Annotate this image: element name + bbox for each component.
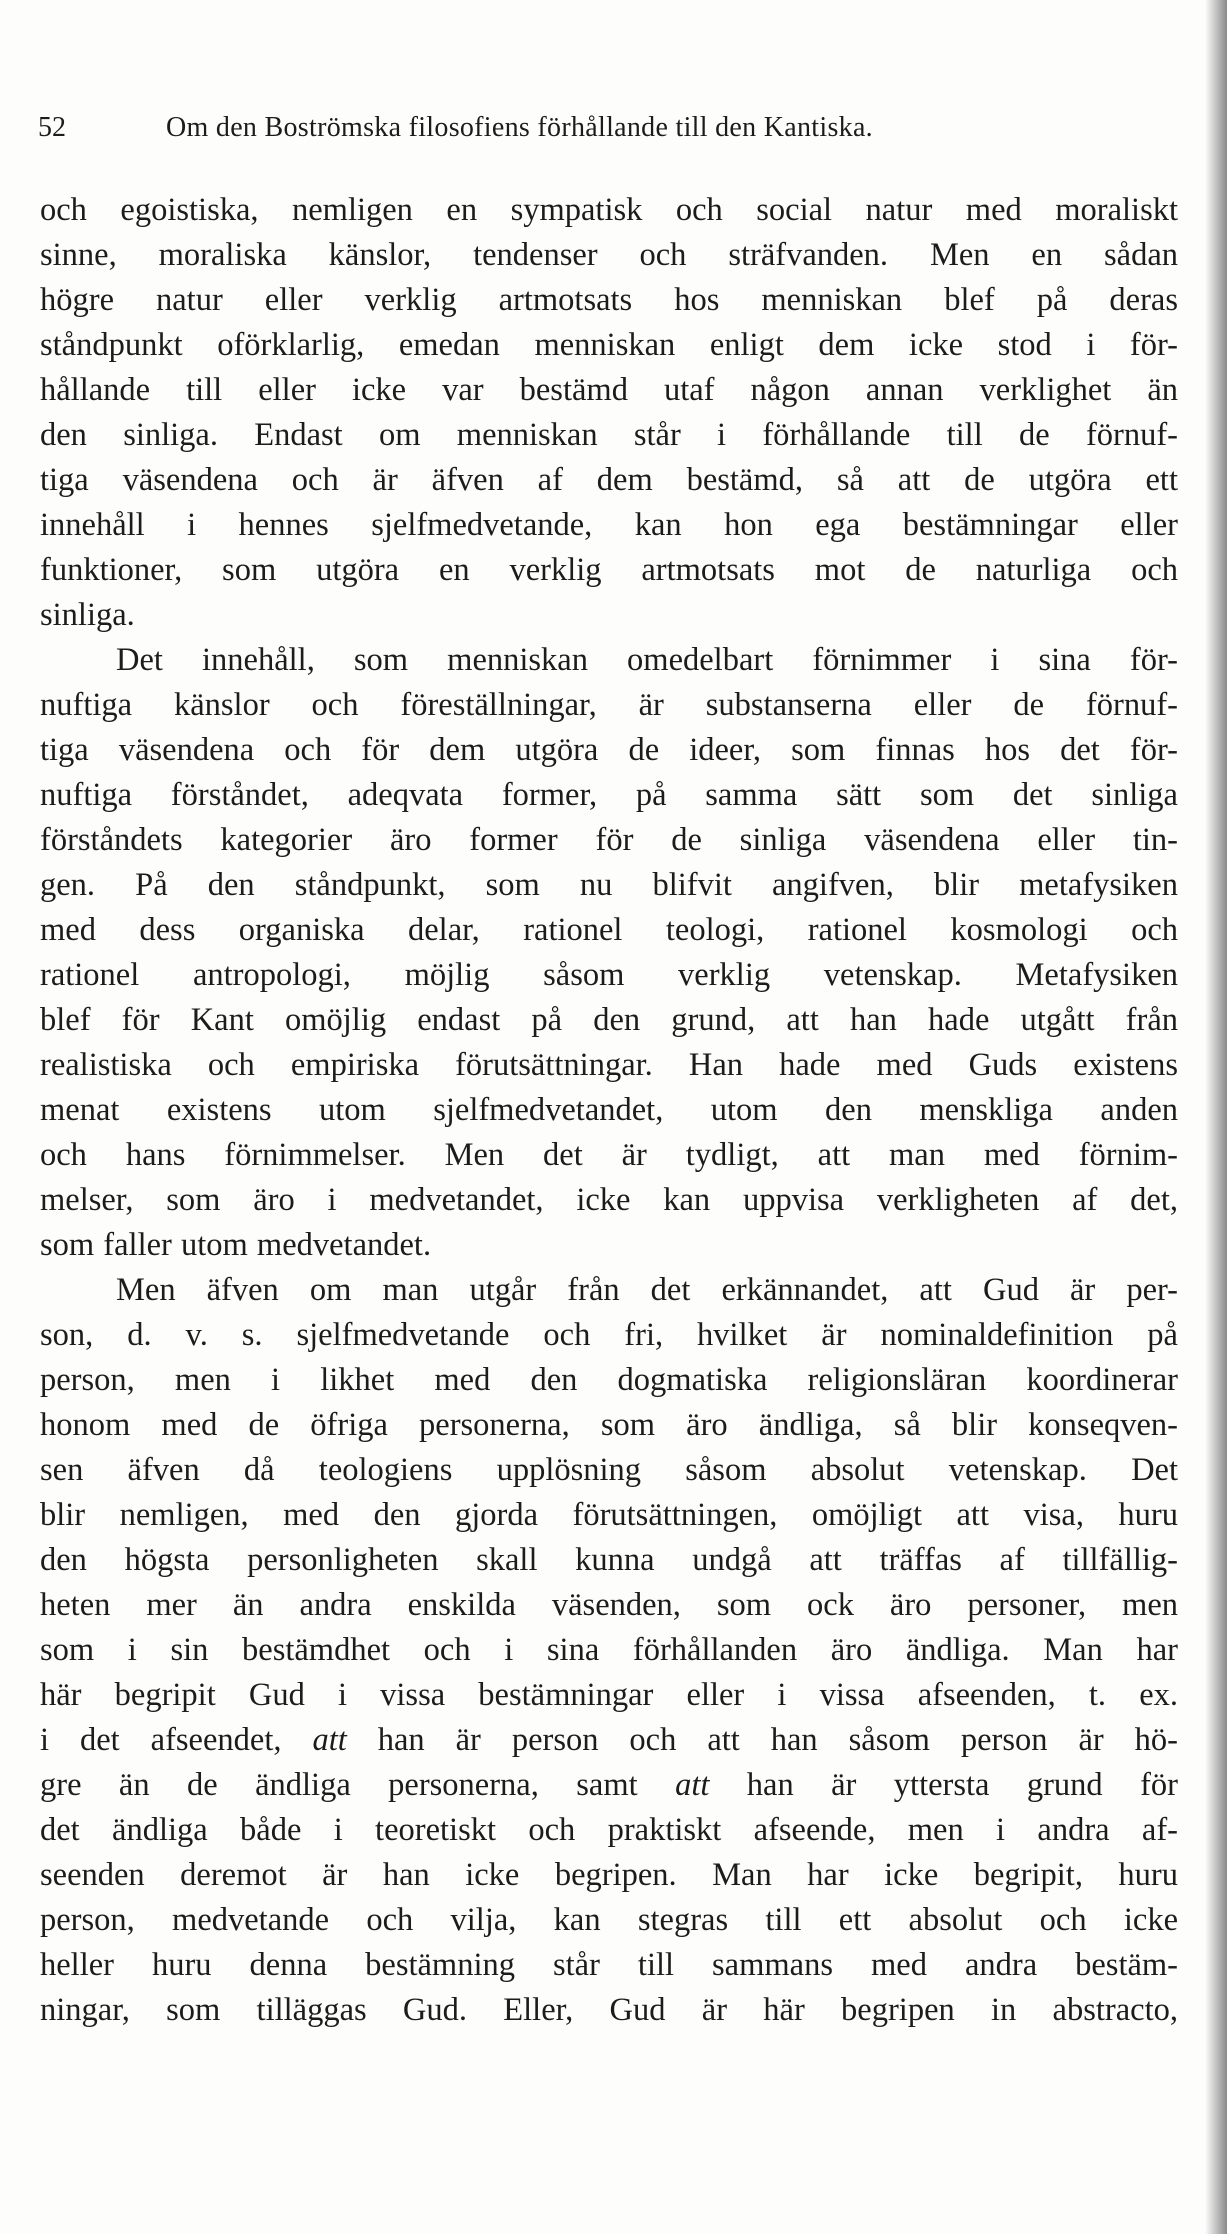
text-line: den sinliga. Endast om menniskan står i förhållande till de förnuf- [40, 417, 1178, 453]
text-line: rationel antropologi, möjlig såsom verklig vetenskap. Metafysiken [40, 957, 1178, 993]
text-line: nuftiga förståndet, adeqvata former, på samma sätt som det sinliga [40, 777, 1178, 813]
text-line: och hans förnimmelser. Men det är tydligt, att man med förnim- [40, 1137, 1178, 1173]
page-edge-shadow [1205, 0, 1227, 2234]
text-line: innehåll i hennes sjelfmedvetande, kan hon ega bestämningar eller [40, 507, 1178, 543]
text-line: honom med de öfriga personerna, som äro ändliga, så blir konseqven- [40, 1407, 1178, 1443]
text-line-with-italic [40, 1763, 1178, 1808]
paragraph-start-line: Men äfven om man utgår från det erkännandet, att Gud är per- [116, 1272, 1178, 1308]
text-line: nuftiga känslor och föreställningar, är substanserna eller de förnuf- [40, 687, 1178, 723]
text-line: ningar, som tilläggas Gud. Eller, Gud är här begripen in abstracto, [40, 1992, 1178, 2028]
paragraph-end-line: som faller utom medvetandet. [40, 1227, 432, 1263]
italic-word: att [312, 1722, 347, 1758]
text-line: som i sin bestämdhet och i sina förhållanden äro ändliga. Man har [40, 1632, 1178, 1668]
line-text-before: gre än de ändliga personerna, samt [40, 1767, 676, 1803]
text-line: och egoistiska, nemligen en sympatisk och social natur med moraliskt [40, 192, 1178, 228]
text-line: hållande till eller icke var bestämd utaf någon annan verklighet än [40, 372, 1178, 408]
text-line: förståndets kategorier äro former för de sinliga väsendena eller tin- [40, 822, 1178, 858]
text-line-with-italic [40, 1718, 1178, 1763]
paragraph-start-line: Det innehåll, som menniskan omedelbart förnimmer i sina för- [116, 642, 1178, 678]
body-text [40, 188, 1178, 2033]
text-line: tiga väsendena och för dem utgöra de ideer, som finnas hos det för- [40, 732, 1178, 768]
line-text-after: han är yttersta grund för [709, 1767, 1178, 1803]
line-text-before: i det afseendet, [40, 1722, 313, 1758]
text-line: menat existens utom sjelfmedvetandet, utom den menskliga anden [40, 1092, 1178, 1128]
line-text-after: han är person och att han såsom person är hö- [346, 1722, 1178, 1758]
text-line: sen äfven då teologiens upplösning såsom absolut vetenskap. Det [40, 1452, 1178, 1488]
text-line: person, men i likhet med den dogmatiska religionsläran koordinerar [40, 1362, 1178, 1398]
page-header [38, 108, 1178, 148]
text-line: sinne, moraliska känslor, tendenser och sträfvanden. Men en sådan [40, 237, 1178, 273]
text-line: realistiska och empiriska förutsättningar. Han hade med Guds existens [40, 1047, 1178, 1083]
text-line: funktioner, som utgöra en verklig artmotsats mot de naturliga och [40, 552, 1178, 588]
text-line: person, medvetande och vilja, kan stegras till ett absolut och icke [40, 1902, 1178, 1938]
text-line: gen. På den ståndpunkt, som nu blifvit angifven, blir metafysiken [40, 867, 1178, 903]
text-line: heten mer än andra enskilda väsenden, som ock äro personer, men [40, 1587, 1178, 1623]
text-line: seenden deremot är han icke begripen. Man har icke begripit, huru [40, 1857, 1178, 1893]
text-line: son, d. v. s. sjelfmedvetande och fri, hvilket är nominaldefinition på [40, 1317, 1178, 1353]
text-line: blef för Kant omöjlig endast på den grund, att han hade utgått från [40, 1002, 1178, 1038]
text-line: heller huru denna bestämning står till sammans med andra bestäm- [40, 1947, 1178, 1983]
running-title: Om den Boströmska filosofiens förhållande till den Kantiska. [166, 112, 873, 143]
text-line: blir nemligen, med den gjorda förutsättningen, omöjligt att visa, huru [40, 1497, 1178, 1533]
text-line: den högsta personligheten skall kunna undgå att träffas af tillfällig- [40, 1542, 1178, 1578]
text-line: med dess organiska delar, rationel teologi, rationel kosmologi och [40, 912, 1178, 948]
text-line: högre natur eller verklig artmotsats hos menniskan blef på deras [40, 282, 1178, 318]
text-line: det ändliga både i teoretiskt och praktiskt afseende, men i andra af- [40, 1812, 1178, 1848]
page-number: 52 [38, 112, 66, 143]
paragraph-end-line: sinliga. [40, 597, 135, 633]
text-line: tiga väsendena och är äfven af dem bestämd, så att de utgöra ett [40, 462, 1178, 498]
italic-word: att [675, 1767, 710, 1803]
text-line: ståndpunkt oförklarlig, emedan menniskan enligt dem icke stod i för- [40, 327, 1178, 363]
text-line: melser, som äro i medvetandet, icke kan uppvisa verkligheten af det, [40, 1182, 1178, 1218]
text-line: här begripit Gud i vissa bestämningar eller i vissa afseenden, t. ex. [40, 1677, 1178, 1713]
